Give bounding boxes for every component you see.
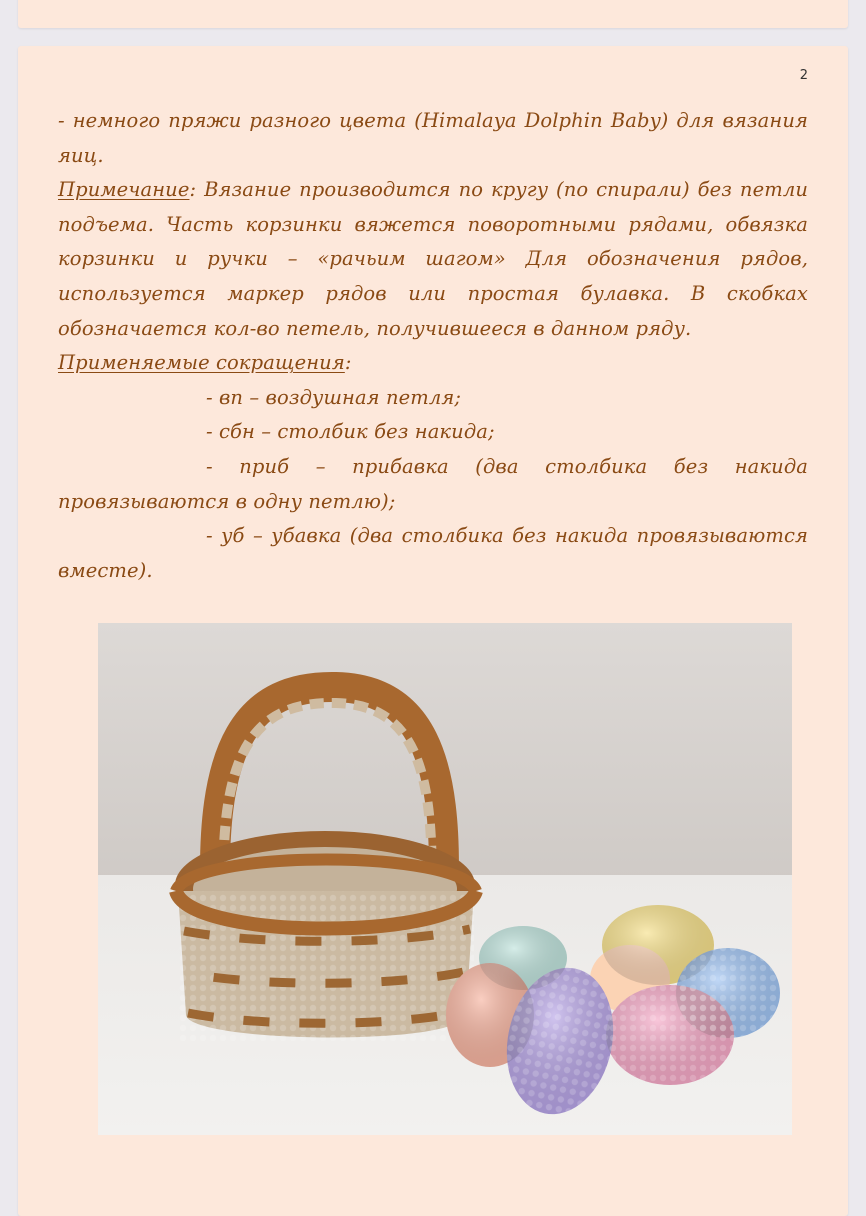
note-label: Примечание — [58, 178, 190, 202]
page-number: 2 — [799, 68, 808, 83]
note-paragraph — [58, 173, 808, 346]
yarn-line: - немного пряжи разного цвета (Himalaya Dolphin Baby) для вязания яиц. — [58, 109, 808, 167]
abbreviation-item: - уб – убавка (два столбика без накида провязываются вместе). — [58, 524, 808, 582]
page-text — [58, 104, 808, 588]
abbreviation-item: - вп – воздушная петля; — [206, 385, 462, 409]
abbreviation-item: - сбн – столбик без накида; — [206, 420, 495, 444]
document-page — [18, 46, 848, 1216]
basket-photo — [98, 623, 792, 1135]
abbreviations-label: Применяемые сокращения — [58, 351, 345, 375]
abbreviations-heading: Применяемые сокращения: — [58, 351, 352, 375]
previous-page — [18, 0, 848, 28]
note-body: : Вязание производится по кругу (по спирали) без петли подъема. Часть корзинки вяжется поворотными рядами, обвязка корзинки и ручки – «рачьим шагом» Для обозначения рядов, используется маркер рядов или простая булавка. В скобках обозначается кол-во петель, получившееся в данном ряду. — [58, 178, 808, 340]
abbreviation-item: - приб – прибавка (два столбика без накида провязываются в одну петлю); — [58, 454, 808, 513]
